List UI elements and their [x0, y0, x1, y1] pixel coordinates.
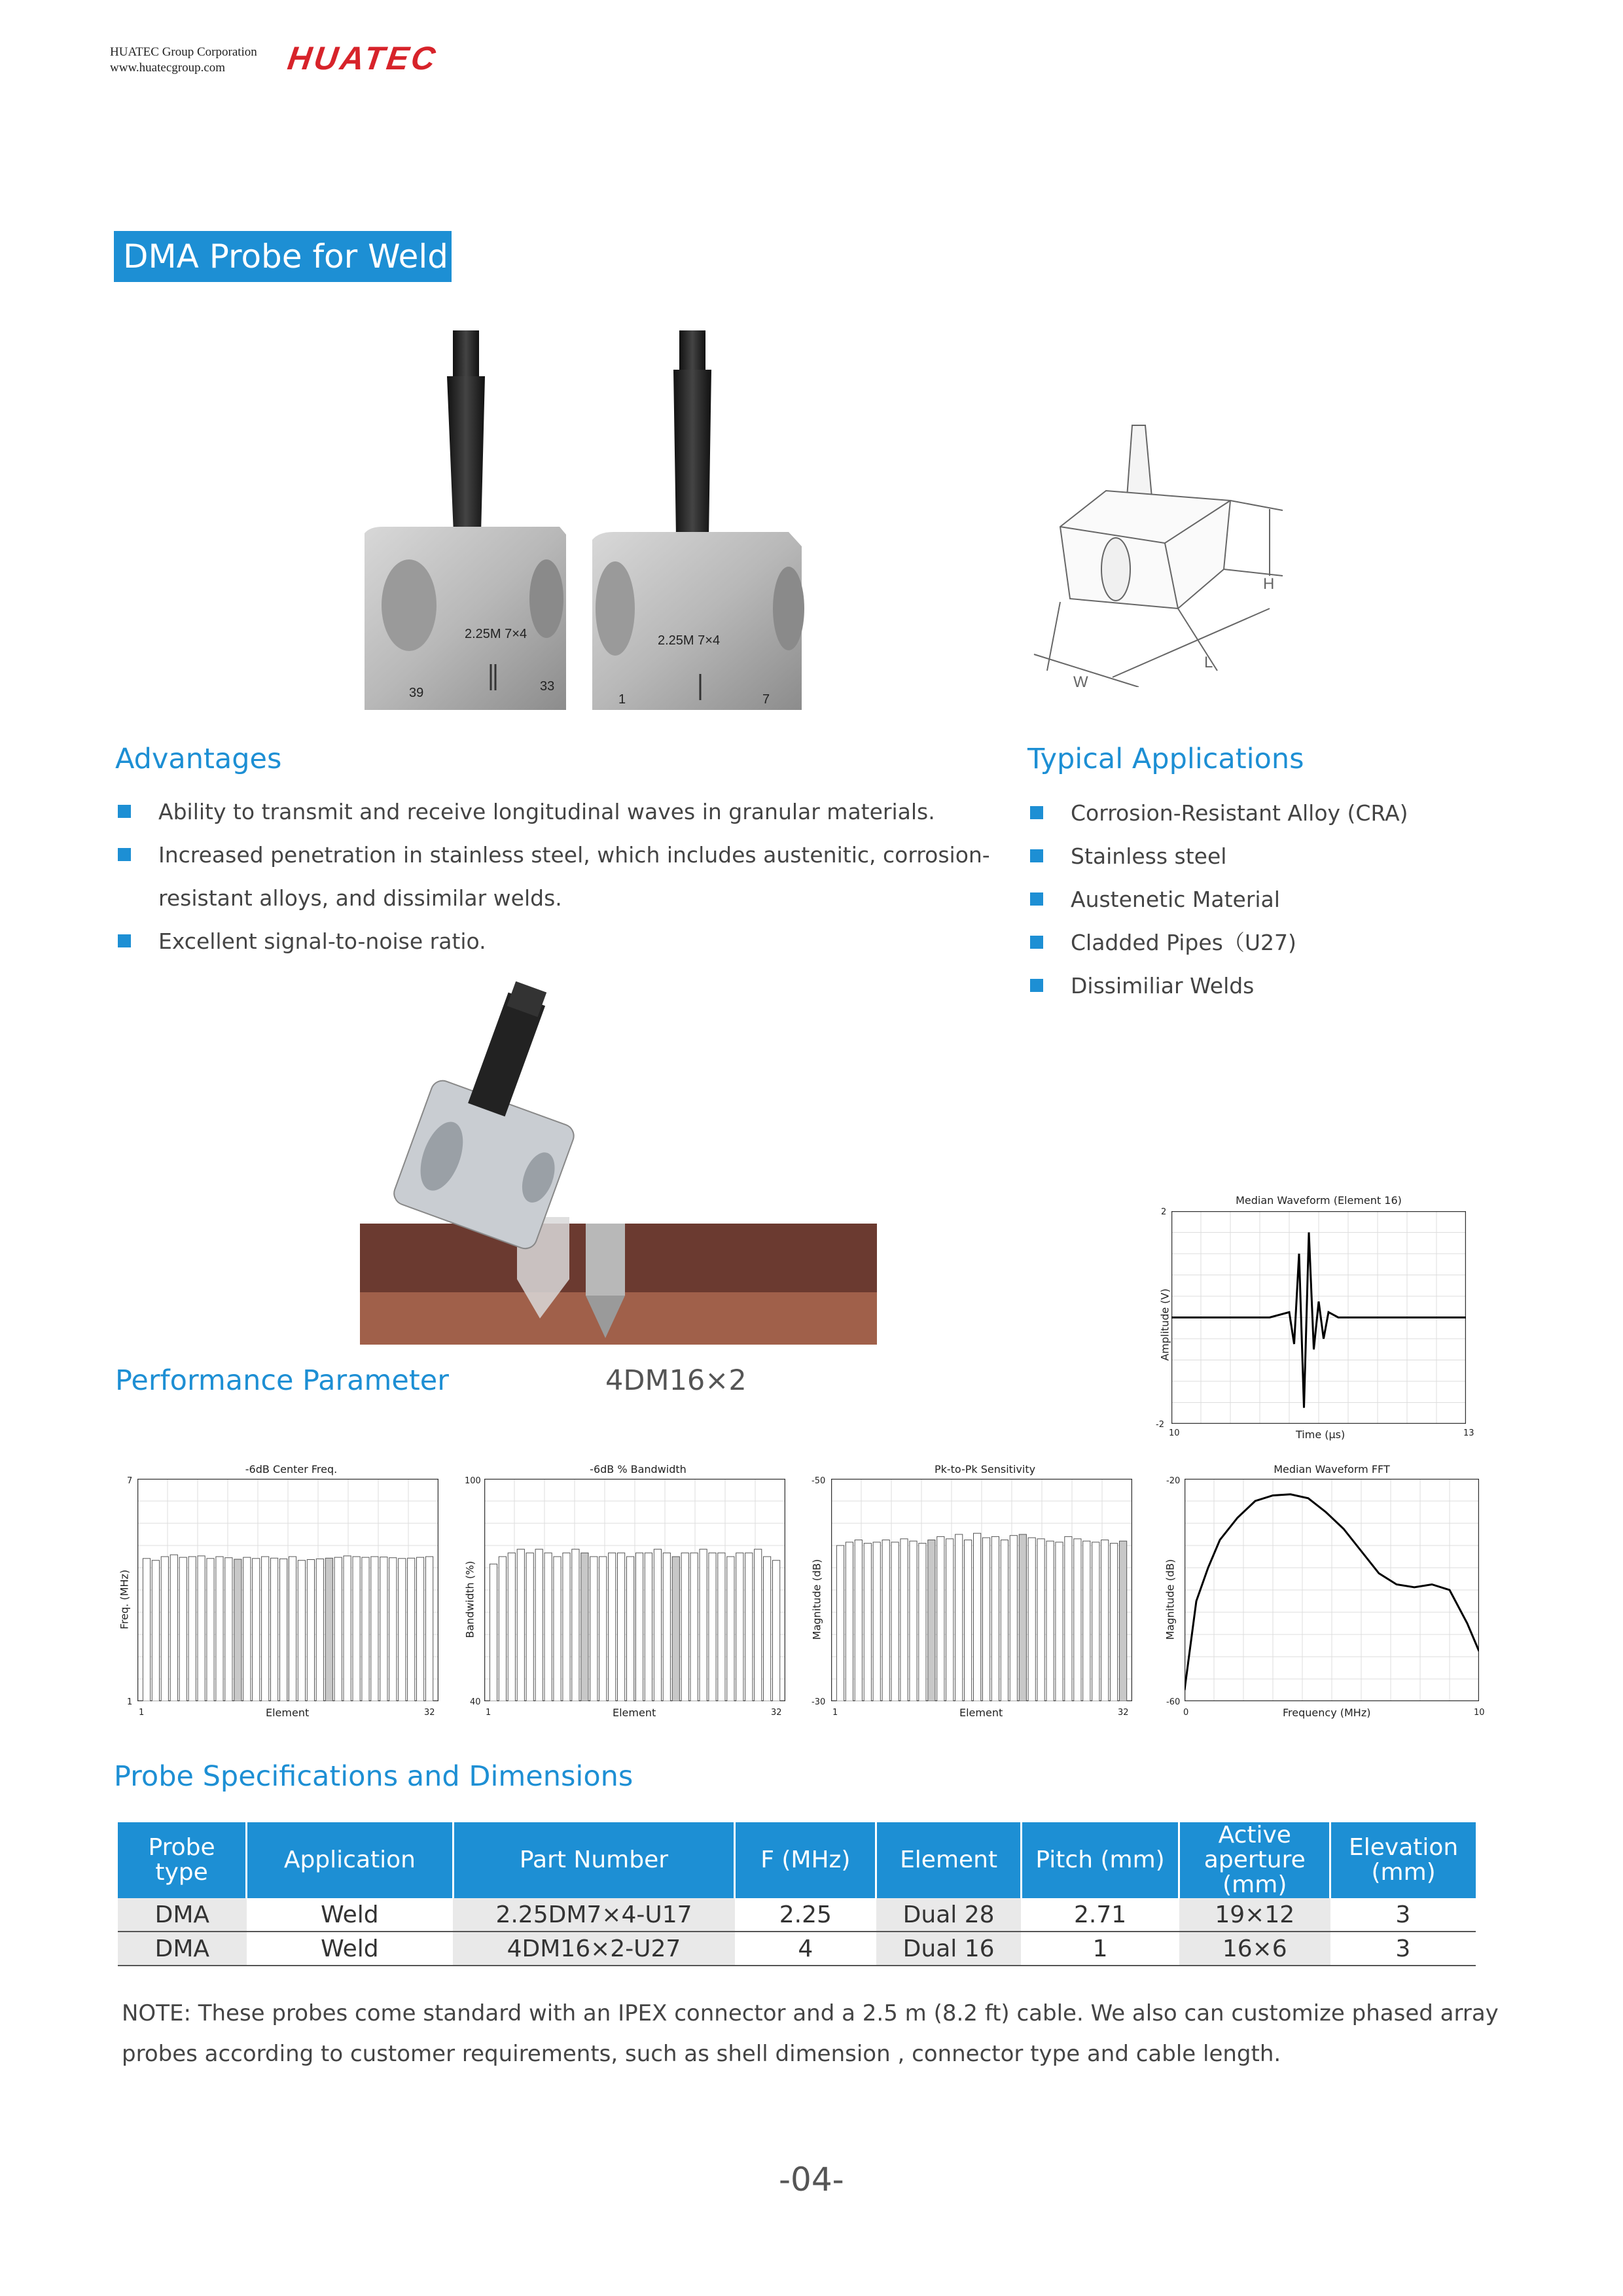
x-tick: 10: [1169, 1428, 1180, 1438]
y-tick: -2: [1156, 1420, 1164, 1430]
chart-plot-area: [831, 1479, 1132, 1701]
chart-plot-area: [137, 1479, 438, 1701]
bar: [663, 1553, 670, 1701]
performance-title: Performance Parameter: [115, 1364, 449, 1397]
bar: [1083, 1541, 1090, 1701]
y-tick: 40: [470, 1697, 481, 1707]
bar: [645, 1553, 652, 1701]
table-cell: DMA: [118, 1932, 247, 1966]
column-header: Application: [247, 1822, 454, 1898]
bar: [554, 1557, 561, 1701]
note-text: NOTE: These probes come standard with an IPEX connector and a 2.5 m (8.2 ft) cable. We also can customize phased array probes according to customer requirements, such as shell dimension , connector type and cable length.: [122, 2000, 1499, 2067]
bar: [627, 1557, 634, 1701]
column-header: Element: [876, 1822, 1021, 1898]
bar: [563, 1553, 570, 1701]
probe2-model: 2.25M 7×4: [658, 633, 721, 648]
bar: [243, 1557, 251, 1701]
bar: [207, 1559, 214, 1701]
section-title: DMA Probe for Weld: [114, 231, 452, 282]
chart-plot-area: [1171, 1211, 1466, 1424]
application-item: Dissimiliar Welds: [1027, 964, 1551, 1008]
x-axis-label: Element: [959, 1706, 1003, 1719]
bar: [234, 1559, 241, 1701]
bar: [325, 1558, 332, 1701]
application-item: Austenetic Material: [1027, 878, 1551, 921]
bar: [736, 1553, 743, 1701]
advantage-item: Ability to transmit and receive longitudinal waves in granular materials.: [115, 790, 1031, 834]
x-tick: 13: [1463, 1428, 1474, 1438]
bar: [1019, 1534, 1026, 1701]
bar: [253, 1559, 260, 1701]
table-cell: Dual 16: [876, 1932, 1021, 1966]
bar: [161, 1557, 168, 1701]
bar: [152, 1561, 159, 1701]
bar: [371, 1557, 378, 1701]
y-tick: -20: [1166, 1476, 1181, 1486]
bar: [170, 1555, 177, 1701]
bar: [581, 1553, 588, 1701]
chart-title: -6dB Center Freq.: [245, 1463, 338, 1475]
bar: [417, 1557, 424, 1701]
bar: [599, 1557, 607, 1701]
bar: [773, 1561, 780, 1701]
bar: [490, 1564, 497, 1701]
y-axis-label: Amplitude (V): [1158, 1288, 1171, 1361]
fft-chart: [1152, 1459, 1486, 1721]
bar: [882, 1540, 889, 1702]
bar: [672, 1557, 679, 1701]
bar: [891, 1542, 899, 1701]
bandwidth-chart: [458, 1459, 792, 1721]
bar: [225, 1558, 232, 1701]
table-row: [118, 1932, 1476, 1966]
y-axis-label: Magnitude (dB): [1164, 1559, 1177, 1640]
chart-plot-area: [1185, 1479, 1479, 1701]
waveform-chart: [1139, 1188, 1479, 1449]
bar: [919, 1544, 926, 1701]
bar: [965, 1540, 972, 1702]
chart-title: Pk-to-Pk Sensitivity: [934, 1463, 1036, 1475]
probe-photo: [357, 330, 815, 723]
bar: [718, 1553, 725, 1701]
application-item: Corrosion-Resistant Alloy (CRA): [1027, 792, 1551, 835]
chart-title: Median Waveform (Element 16): [1236, 1194, 1402, 1207]
table-cell: 4: [735, 1932, 876, 1966]
bar: [937, 1536, 944, 1701]
column-header: Probe type: [118, 1822, 247, 1898]
table-cell: 16×6: [1179, 1932, 1330, 1966]
bar: [1092, 1542, 1099, 1701]
company-info: [110, 44, 257, 76]
bar: [289, 1557, 296, 1701]
bar: [1028, 1538, 1035, 1701]
application-item: Stainless steel: [1027, 835, 1551, 878]
bar: [499, 1557, 506, 1701]
probe1-model: 2.25M 7×4: [465, 627, 527, 641]
y-tick: -60: [1166, 1697, 1181, 1707]
brand-logo: HUATEC: [285, 40, 440, 77]
table-cell: Weld: [247, 1932, 454, 1966]
applications-title: Typical Applications: [1027, 743, 1304, 775]
bar: [389, 1558, 397, 1701]
bar: [700, 1549, 707, 1701]
x-axis-label: Element: [266, 1706, 310, 1719]
column-header: Part Number: [453, 1822, 735, 1898]
bar: [143, 1559, 150, 1701]
bar: [836, 1545, 844, 1701]
x-tick: 10: [1474, 1708, 1485, 1718]
bar: [846, 1542, 853, 1701]
application-item: Cladded Pipes（U27): [1027, 921, 1551, 964]
bar: [955, 1534, 963, 1701]
bar: [179, 1557, 187, 1701]
probe1-right-number: 33: [540, 679, 555, 694]
table-cell: 2.25DM7×4-U17: [453, 1898, 735, 1932]
bar: [216, 1557, 223, 1701]
specs-title: Probe Specifications and Dimensions: [114, 1760, 633, 1793]
bar: [635, 1553, 643, 1701]
bar: [362, 1557, 369, 1701]
y-tick: -30: [812, 1697, 826, 1707]
bar: [1046, 1541, 1054, 1701]
table-cell: 3: [1330, 1898, 1476, 1932]
y-tick: -50: [812, 1476, 826, 1486]
bar: [572, 1549, 579, 1701]
x-tick: 32: [771, 1708, 782, 1718]
bar: [1120, 1541, 1127, 1701]
bar: [508, 1553, 515, 1701]
bar: [681, 1553, 688, 1701]
bar: [901, 1539, 908, 1701]
bar: [991, 1536, 999, 1701]
bar: [910, 1541, 917, 1701]
table-cell: 19×12: [1179, 1898, 1330, 1932]
table-cell: DMA: [118, 1898, 247, 1932]
bar: [544, 1553, 552, 1701]
bar: [408, 1558, 415, 1701]
bar: [609, 1553, 616, 1701]
x-tick: 32: [1118, 1708, 1129, 1718]
bar: [1065, 1536, 1072, 1701]
bar: [280, 1559, 287, 1701]
bar: [654, 1549, 661, 1701]
bar: [334, 1557, 342, 1701]
bar: [864, 1544, 871, 1701]
bar: [709, 1553, 716, 1701]
bar: [535, 1549, 543, 1701]
advantage-item: Increased penetration in stainless steel, which includes austenitic, corrosion-: [115, 834, 1031, 877]
bar: [526, 1553, 533, 1701]
bar: [1010, 1536, 1017, 1701]
bar: [262, 1557, 269, 1701]
probe1-left-number: 39: [409, 686, 424, 700]
x-tick: 1: [486, 1708, 491, 1718]
bar: [727, 1557, 734, 1701]
probe2-left-number: 1: [618, 692, 626, 707]
center-freq-chart: [111, 1459, 445, 1721]
bar: [946, 1539, 954, 1701]
x-axis-label: Element: [613, 1706, 656, 1719]
table-cell: 2.71: [1021, 1898, 1179, 1932]
x-tick: 1: [139, 1708, 145, 1718]
bar: [353, 1557, 360, 1701]
dim-h-label: H: [1263, 575, 1275, 593]
y-axis-label: Bandwidth (%): [463, 1561, 476, 1638]
bar: [426, 1557, 433, 1701]
y-tick: 7: [127, 1476, 133, 1486]
chart-plot-area: [484, 1479, 785, 1701]
weld-illustration: [357, 981, 880, 1348]
dim-l-label: L: [1204, 654, 1213, 671]
bar: [1001, 1540, 1008, 1702]
table-cell: 4DM16×2-U27: [453, 1932, 735, 1966]
chart-title: Median Waveform FFT: [1274, 1463, 1390, 1475]
x-tick: 0: [1183, 1708, 1189, 1718]
bar: [198, 1556, 205, 1701]
bar: [1111, 1544, 1118, 1701]
table-header-row: [118, 1822, 1476, 1898]
applications-list: [1027, 792, 1551, 1008]
dimension-drawing: [1008, 412, 1296, 687]
bar: [690, 1553, 698, 1701]
bar: [745, 1553, 753, 1701]
bar: [982, 1538, 990, 1701]
bar: [873, 1542, 880, 1701]
y-tick: 1: [127, 1697, 133, 1707]
bar: [380, 1557, 387, 1701]
bar: [855, 1540, 862, 1702]
bar: [271, 1558, 278, 1701]
table-cell: Weld: [247, 1898, 454, 1932]
x-tick: 32: [424, 1708, 435, 1718]
column-header: Elevation (mm): [1330, 1822, 1476, 1898]
advantage-item-continued: resistant alloys, and dissimilar welds.: [158, 885, 562, 911]
table-row: [118, 1898, 1476, 1932]
y-tick: 2: [1161, 1207, 1167, 1217]
advantage-item: Excellent signal-to-noise ratio.: [115, 920, 1031, 963]
bar: [344, 1556, 351, 1701]
column-header: Active aperture (mm): [1179, 1822, 1330, 1898]
bar: [618, 1553, 625, 1701]
bar: [764, 1557, 771, 1701]
advantages-title: Advantages: [115, 743, 282, 775]
y-axis-label: Magnitude (dB): [810, 1559, 823, 1640]
performance-model: 4DM16×2: [605, 1364, 747, 1397]
y-axis-label: Freq. (MHz): [118, 1569, 131, 1630]
column-header: Pitch (mm): [1021, 1822, 1179, 1898]
probe2-right-number: 7: [762, 692, 770, 707]
bar: [1074, 1539, 1081, 1701]
bar: [1101, 1540, 1109, 1702]
bar: [590, 1557, 597, 1701]
x-tick: 1: [832, 1708, 838, 1718]
table-cell: Dual 28: [876, 1898, 1021, 1932]
bar: [316, 1559, 323, 1701]
page-number: -04-: [779, 2161, 844, 2199]
company-website: www.huatecgroup.com: [110, 61, 226, 75]
specs-table: [118, 1822, 1476, 1966]
bar: [298, 1561, 305, 1701]
bar: [399, 1559, 406, 1701]
bar: [928, 1540, 935, 1702]
company-name: HUATEC Group Corporation: [110, 45, 257, 59]
table-cell: 3: [1330, 1932, 1476, 1966]
table-cell: 2.25: [735, 1898, 876, 1932]
column-header: F (MHz): [735, 1822, 876, 1898]
bar: [974, 1533, 981, 1701]
sensitivity-chart: [805, 1459, 1139, 1721]
bar: [1056, 1542, 1063, 1701]
bar: [188, 1557, 196, 1701]
bar: [755, 1549, 762, 1701]
bar: [307, 1560, 314, 1702]
bar: [517, 1549, 524, 1701]
table-cell: 1: [1021, 1932, 1179, 1966]
dim-w-label: W: [1073, 673, 1088, 687]
advantages-list: [115, 790, 1031, 963]
y-tick: 100: [465, 1476, 481, 1486]
x-axis-label: Time (µs): [1296, 1428, 1346, 1441]
chart-title: -6dB % Bandwidth: [590, 1463, 687, 1475]
bar: [1037, 1539, 1044, 1701]
x-axis-label: Frequency (MHz): [1283, 1706, 1371, 1719]
